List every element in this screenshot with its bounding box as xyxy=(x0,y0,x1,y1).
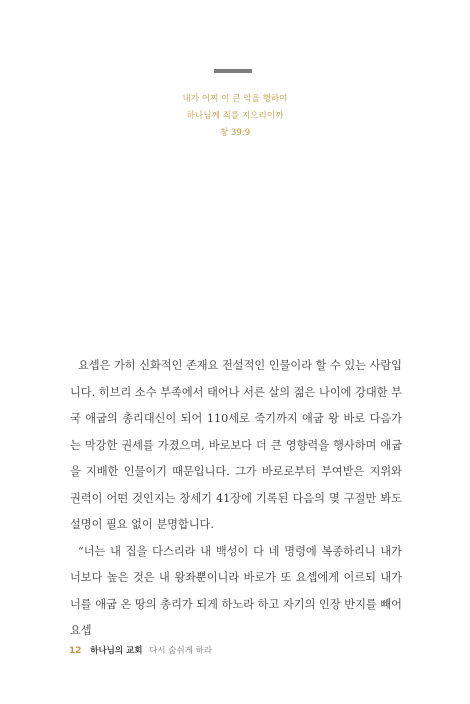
epigraph xyxy=(0,91,470,142)
top-rule-divider xyxy=(214,69,252,73)
body-text xyxy=(70,353,402,645)
book-subtitle: 다시 숨쉬게 하라 xyxy=(149,646,213,656)
body-paragraph-1: 요셉은 가히 신화적인 존재요 전설적인 인물이라 할 수 있는 사람입니다. 히브리 소수 부족에서 태어나 서른 살의 젊은 나이에 강대한 부국 애굽의 총리대신이 되어 110세로 죽기까지 애굽 왕 바로 다음가는 막강한 권세를 가졌으며, 바로보다 더 큰 영향력을 행사하며 애굽을 지배한 인물이기 때문입니다. 그가 바로로부터 부여받은 지위와 권력이 어떤 것인지는 창세기 41장에 기록된 다음의 몇 구절만 봐도 설명이 필요 없이 분명합니다. xyxy=(70,359,402,531)
book-title: 하나님의 교회 xyxy=(90,646,143,656)
page-number: 12 xyxy=(69,646,82,656)
epigraph-line-1: 내가 어찌 이 큰 악을 행하여 xyxy=(182,94,288,104)
epigraph-reference: 창 39:9 xyxy=(219,128,251,138)
epigraph-line-2: 하나님께 죄를 지으리이까 xyxy=(186,111,284,121)
body-paragraph-2: “너는 내 집을 다스리라 내 백성이 다 네 명령에 복종하리니 내가 너보다 높은 것은 내 왕좌뿐이니라 바로가 또 요셉에게 이르되 내가 너를 애굽 온 땅의 총리가 되게 하노라 하고 자기의 인장 반지를 빼어 요셉 xyxy=(70,544,402,637)
page-footer xyxy=(69,644,212,656)
